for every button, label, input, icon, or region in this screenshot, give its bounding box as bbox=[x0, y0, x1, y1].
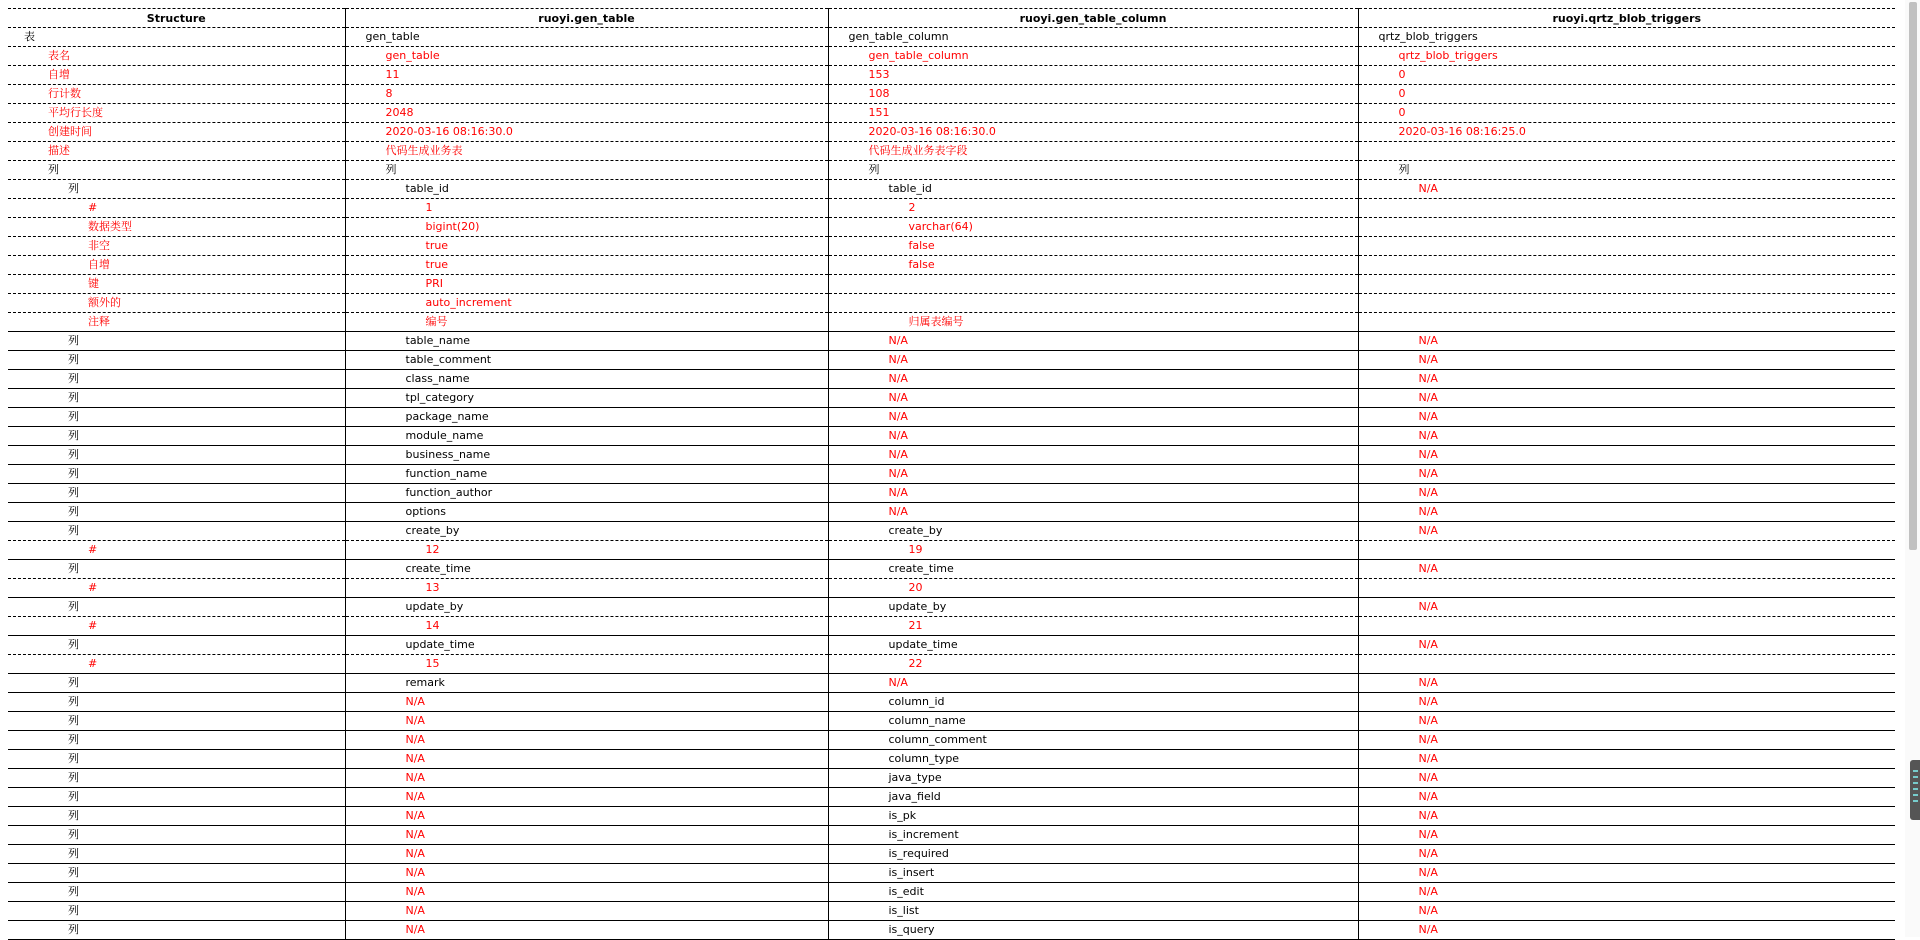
table-row bbox=[8, 85, 1895, 104]
value-cell: 14 bbox=[345, 617, 828, 636]
value-cell: N/A bbox=[345, 769, 828, 788]
value-cell bbox=[1358, 294, 1895, 313]
value-cell bbox=[1358, 541, 1895, 560]
value-cell: 20 bbox=[828, 579, 1358, 598]
value-cell: 列 bbox=[345, 161, 828, 180]
value-cell: N/A bbox=[345, 750, 828, 769]
value-cell: column_type bbox=[828, 750, 1358, 769]
value-cell: business_name bbox=[345, 446, 828, 465]
value-cell: N/A bbox=[1358, 788, 1895, 807]
value-cell: N/A bbox=[828, 351, 1358, 370]
scrollbar-thumb[interactable] bbox=[1909, 2, 1917, 550]
value-cell bbox=[828, 294, 1358, 313]
value-cell: N/A bbox=[1358, 484, 1895, 503]
table-row bbox=[8, 674, 1895, 693]
structure-label: 列 bbox=[8, 864, 345, 883]
table-row bbox=[8, 769, 1895, 788]
value-cell: N/A bbox=[828, 674, 1358, 693]
structure-label: 列 bbox=[8, 636, 345, 655]
table-row bbox=[8, 826, 1895, 845]
structure-compare-table bbox=[8, 8, 1895, 940]
value-cell: N/A bbox=[1358, 731, 1895, 750]
value-cell: 代码生成业务表字段 bbox=[828, 142, 1358, 161]
structure-label: 列 bbox=[8, 788, 345, 807]
value-cell: 2020-03-16 08:16:30.0 bbox=[828, 123, 1358, 142]
table-row bbox=[8, 313, 1895, 332]
value-cell: 归属表编号 bbox=[828, 313, 1358, 332]
table-row bbox=[8, 560, 1895, 579]
value-cell: is_insert bbox=[828, 864, 1358, 883]
value-cell: table_id bbox=[828, 180, 1358, 199]
table-row bbox=[8, 180, 1895, 199]
value-cell: 2020-03-16 08:16:25.0 bbox=[1358, 123, 1895, 142]
value-cell: N/A bbox=[1358, 864, 1895, 883]
value-cell: N/A bbox=[828, 332, 1358, 351]
table-row bbox=[8, 617, 1895, 636]
table-row bbox=[8, 351, 1895, 370]
table-row bbox=[8, 598, 1895, 617]
value-cell: 108 bbox=[828, 85, 1358, 104]
value-cell: N/A bbox=[1358, 902, 1895, 921]
value-cell: 19 bbox=[828, 541, 1358, 560]
value-cell: N/A bbox=[1358, 769, 1895, 788]
value-cell: 2020-03-16 08:16:30.0 bbox=[345, 123, 828, 142]
structure-label: # bbox=[8, 579, 345, 598]
header-gen-table-column: ruoyi.gen_table_column bbox=[828, 9, 1358, 28]
structure-label: 列 bbox=[8, 351, 345, 370]
value-cell: N/A bbox=[345, 883, 828, 902]
structure-label: 列 bbox=[8, 712, 345, 731]
table-row bbox=[8, 389, 1895, 408]
value-cell: update_time bbox=[345, 636, 828, 655]
value-cell: N/A bbox=[828, 484, 1358, 503]
structure-label: 列 bbox=[8, 408, 345, 427]
header-structure: Structure bbox=[8, 9, 345, 28]
value-cell: update_by bbox=[828, 598, 1358, 617]
value-cell bbox=[1358, 142, 1895, 161]
value-cell: column_id bbox=[828, 693, 1358, 712]
value-cell: function_name bbox=[345, 465, 828, 484]
structure-compare-view bbox=[8, 8, 1895, 940]
value-cell: java_field bbox=[828, 788, 1358, 807]
value-cell: create_by bbox=[828, 522, 1358, 541]
value-cell: column_comment bbox=[828, 731, 1358, 750]
structure-label: 平均行长度 bbox=[8, 104, 345, 123]
value-cell: 0 bbox=[1358, 66, 1895, 85]
value-cell: N/A bbox=[1358, 446, 1895, 465]
value-cell: update_by bbox=[345, 598, 828, 617]
structure-label: # bbox=[8, 541, 345, 560]
value-cell: N/A bbox=[828, 465, 1358, 484]
value-cell: N/A bbox=[1358, 408, 1895, 427]
table-row bbox=[8, 218, 1895, 237]
table-row bbox=[8, 636, 1895, 655]
structure-label: 列 bbox=[8, 693, 345, 712]
value-cell: N/A bbox=[345, 845, 828, 864]
value-cell: is_query bbox=[828, 921, 1358, 940]
value-cell: N/A bbox=[1358, 427, 1895, 446]
table-row bbox=[8, 465, 1895, 484]
value-cell: N/A bbox=[1358, 389, 1895, 408]
table-row bbox=[8, 788, 1895, 807]
value-cell bbox=[828, 275, 1358, 294]
value-cell: N/A bbox=[1358, 560, 1895, 579]
value-cell bbox=[1358, 617, 1895, 636]
value-cell: create_time bbox=[828, 560, 1358, 579]
table-body bbox=[8, 28, 1895, 940]
value-cell: N/A bbox=[1358, 180, 1895, 199]
value-cell: true bbox=[345, 256, 828, 275]
structure-label: # bbox=[8, 655, 345, 674]
structure-label: 额外的 bbox=[8, 294, 345, 313]
structure-label: 列 bbox=[8, 921, 345, 940]
value-cell: N/A bbox=[1358, 332, 1895, 351]
value-cell: N/A bbox=[828, 389, 1358, 408]
value-cell bbox=[1358, 275, 1895, 294]
value-cell: 列 bbox=[828, 161, 1358, 180]
value-cell: N/A bbox=[345, 921, 828, 940]
value-cell: true bbox=[345, 237, 828, 256]
value-cell: auto_increment bbox=[345, 294, 828, 313]
table-row bbox=[8, 864, 1895, 883]
value-cell: options bbox=[345, 503, 828, 522]
structure-label: 列 bbox=[8, 389, 345, 408]
structure-label: 列 bbox=[8, 180, 345, 199]
value-cell: N/A bbox=[1358, 351, 1895, 370]
table-row bbox=[8, 237, 1895, 256]
structure-label: 注释 bbox=[8, 313, 345, 332]
value-cell: 0 bbox=[1358, 85, 1895, 104]
value-cell: 编号 bbox=[345, 313, 828, 332]
value-cell bbox=[1358, 199, 1895, 218]
structure-label: 列 bbox=[8, 522, 345, 541]
table-row bbox=[8, 655, 1895, 674]
value-cell: 8 bbox=[345, 85, 828, 104]
value-cell: create_time bbox=[345, 560, 828, 579]
value-cell: N/A bbox=[1358, 845, 1895, 864]
value-cell: 22 bbox=[828, 655, 1358, 674]
table-row bbox=[8, 541, 1895, 560]
structure-label: 列 bbox=[8, 370, 345, 389]
value-cell: qrtz_blob_triggers bbox=[1358, 28, 1895, 47]
value-cell: N/A bbox=[1358, 826, 1895, 845]
table-row bbox=[8, 693, 1895, 712]
value-cell: 2048 bbox=[345, 104, 828, 123]
value-cell bbox=[1358, 218, 1895, 237]
value-cell: java_type bbox=[828, 769, 1358, 788]
table-row bbox=[8, 427, 1895, 446]
value-cell: 2 bbox=[828, 199, 1358, 218]
value-cell: false bbox=[828, 237, 1358, 256]
structure-label: 列 bbox=[8, 598, 345, 617]
table-header bbox=[8, 9, 1895, 28]
header-gen-table: ruoyi.gen_table bbox=[345, 9, 828, 28]
value-cell: N/A bbox=[1358, 636, 1895, 655]
table-row bbox=[8, 484, 1895, 503]
structure-label: 列 bbox=[8, 807, 345, 826]
value-cell: N/A bbox=[1358, 370, 1895, 389]
value-cell: class_name bbox=[345, 370, 828, 389]
value-cell: update_time bbox=[828, 636, 1358, 655]
value-cell: N/A bbox=[1358, 598, 1895, 617]
structure-label: 表 bbox=[8, 28, 345, 47]
table-row bbox=[8, 731, 1895, 750]
value-cell: gen_table_column bbox=[828, 47, 1358, 66]
value-cell: N/A bbox=[828, 408, 1358, 427]
value-cell: bigint(20) bbox=[345, 218, 828, 237]
table-row bbox=[8, 104, 1895, 123]
table-row bbox=[8, 446, 1895, 465]
value-cell: N/A bbox=[345, 712, 828, 731]
value-cell bbox=[1358, 256, 1895, 275]
value-cell: function_author bbox=[345, 484, 828, 503]
table-row bbox=[8, 47, 1895, 66]
structure-label: 描述 bbox=[8, 142, 345, 161]
value-cell: 21 bbox=[828, 617, 1358, 636]
value-cell: N/A bbox=[1358, 807, 1895, 826]
table-row bbox=[8, 503, 1895, 522]
value-cell bbox=[1358, 655, 1895, 674]
table-row bbox=[8, 332, 1895, 351]
value-cell: 153 bbox=[828, 66, 1358, 85]
table-row bbox=[8, 123, 1895, 142]
value-cell: N/A bbox=[1358, 503, 1895, 522]
structure-label: 列 bbox=[8, 674, 345, 693]
table-row bbox=[8, 845, 1895, 864]
structure-label: 列 bbox=[8, 845, 345, 864]
value-cell: 代码生成业务表 bbox=[345, 142, 828, 161]
value-cell: table_name bbox=[345, 332, 828, 351]
value-cell: gen_table bbox=[345, 47, 828, 66]
value-cell: N/A bbox=[1358, 883, 1895, 902]
structure-label: 列 bbox=[8, 560, 345, 579]
structure-label: 键 bbox=[8, 275, 345, 294]
value-cell: N/A bbox=[828, 370, 1358, 389]
table-row bbox=[8, 807, 1895, 826]
value-cell bbox=[1358, 579, 1895, 598]
value-cell: N/A bbox=[345, 902, 828, 921]
table-row bbox=[8, 256, 1895, 275]
value-cell: N/A bbox=[1358, 712, 1895, 731]
table-row bbox=[8, 712, 1895, 731]
value-cell: varchar(64) bbox=[828, 218, 1358, 237]
value-cell: N/A bbox=[345, 826, 828, 845]
structure-label: 列 bbox=[8, 484, 345, 503]
value-cell: tpl_category bbox=[345, 389, 828, 408]
value-cell: remark bbox=[345, 674, 828, 693]
value-cell: is_pk bbox=[828, 807, 1358, 826]
header-qrtz-blob-triggers: ruoyi.qrtz_blob_triggers bbox=[1358, 9, 1895, 28]
value-cell: gen_table bbox=[345, 28, 828, 47]
structure-label: 非空 bbox=[8, 237, 345, 256]
value-cell: N/A bbox=[1358, 693, 1895, 712]
value-cell: gen_table_column bbox=[828, 28, 1358, 47]
structure-label: 列 bbox=[8, 826, 345, 845]
value-cell: 1 bbox=[345, 199, 828, 218]
structure-label: 列 bbox=[8, 332, 345, 351]
table-row bbox=[8, 883, 1895, 902]
value-cell: N/A bbox=[345, 807, 828, 826]
value-cell: N/A bbox=[1358, 674, 1895, 693]
value-cell: table_id bbox=[345, 180, 828, 199]
value-cell: N/A bbox=[1358, 522, 1895, 541]
value-cell: N/A bbox=[828, 427, 1358, 446]
value-cell: 15 bbox=[345, 655, 828, 674]
value-cell: is_edit bbox=[828, 883, 1358, 902]
structure-label: 数据类型 bbox=[8, 218, 345, 237]
header-row bbox=[8, 9, 1895, 28]
table-row bbox=[8, 408, 1895, 427]
value-cell: 151 bbox=[828, 104, 1358, 123]
table-row bbox=[8, 28, 1895, 47]
table-row bbox=[8, 902, 1895, 921]
value-cell: is_increment bbox=[828, 826, 1358, 845]
value-cell: 13 bbox=[345, 579, 828, 598]
value-cell: N/A bbox=[1358, 921, 1895, 940]
value-cell bbox=[1358, 237, 1895, 256]
structure-label: 列 bbox=[8, 731, 345, 750]
value-cell: false bbox=[828, 256, 1358, 275]
value-cell: N/A bbox=[345, 788, 828, 807]
structure-label: 列 bbox=[8, 161, 345, 180]
structure-label: 列 bbox=[8, 503, 345, 522]
value-cell: N/A bbox=[828, 503, 1358, 522]
value-cell: N/A bbox=[1358, 465, 1895, 484]
table-row bbox=[8, 370, 1895, 389]
value-cell: create_by bbox=[345, 522, 828, 541]
structure-label: 列 bbox=[8, 769, 345, 788]
value-cell: is_required bbox=[828, 845, 1358, 864]
value-cell: N/A bbox=[345, 731, 828, 750]
value-cell: 0 bbox=[1358, 104, 1895, 123]
structure-label: 自增 bbox=[8, 256, 345, 275]
value-cell: 列 bbox=[1358, 161, 1895, 180]
value-cell: module_name bbox=[345, 427, 828, 446]
value-cell: N/A bbox=[345, 864, 828, 883]
structure-label: # bbox=[8, 617, 345, 636]
table-row bbox=[8, 199, 1895, 218]
structure-label: 行计数 bbox=[8, 85, 345, 104]
table-row bbox=[8, 579, 1895, 598]
table-row bbox=[8, 161, 1895, 180]
value-cell: 11 bbox=[345, 66, 828, 85]
value-cell: 12 bbox=[345, 541, 828, 560]
value-cell bbox=[1358, 313, 1895, 332]
structure-label: 表名 bbox=[8, 47, 345, 66]
value-cell: N/A bbox=[1358, 750, 1895, 769]
structure-label: 列 bbox=[8, 427, 345, 446]
value-cell: package_name bbox=[345, 408, 828, 427]
structure-label: 列 bbox=[8, 465, 345, 484]
structure-label: 创建时间 bbox=[8, 123, 345, 142]
table-row bbox=[8, 142, 1895, 161]
structure-label: # bbox=[8, 199, 345, 218]
value-cell: N/A bbox=[828, 446, 1358, 465]
table-row bbox=[8, 275, 1895, 294]
value-cell: qrtz_blob_triggers bbox=[1358, 47, 1895, 66]
value-cell: column_name bbox=[828, 712, 1358, 731]
table-row bbox=[8, 522, 1895, 541]
structure-label: 列 bbox=[8, 446, 345, 465]
table-row bbox=[8, 750, 1895, 769]
structure-label: 列 bbox=[8, 750, 345, 769]
value-cell: PRI bbox=[345, 275, 828, 294]
side-widget-icon[interactable] bbox=[1910, 760, 1920, 820]
value-cell: is_list bbox=[828, 902, 1358, 921]
value-cell: N/A bbox=[345, 693, 828, 712]
table-row bbox=[8, 294, 1895, 313]
structure-label: 列 bbox=[8, 883, 345, 902]
structure-label: 列 bbox=[8, 902, 345, 921]
table-row bbox=[8, 66, 1895, 85]
structure-label: 自增 bbox=[8, 66, 345, 85]
value-cell: table_comment bbox=[345, 351, 828, 370]
